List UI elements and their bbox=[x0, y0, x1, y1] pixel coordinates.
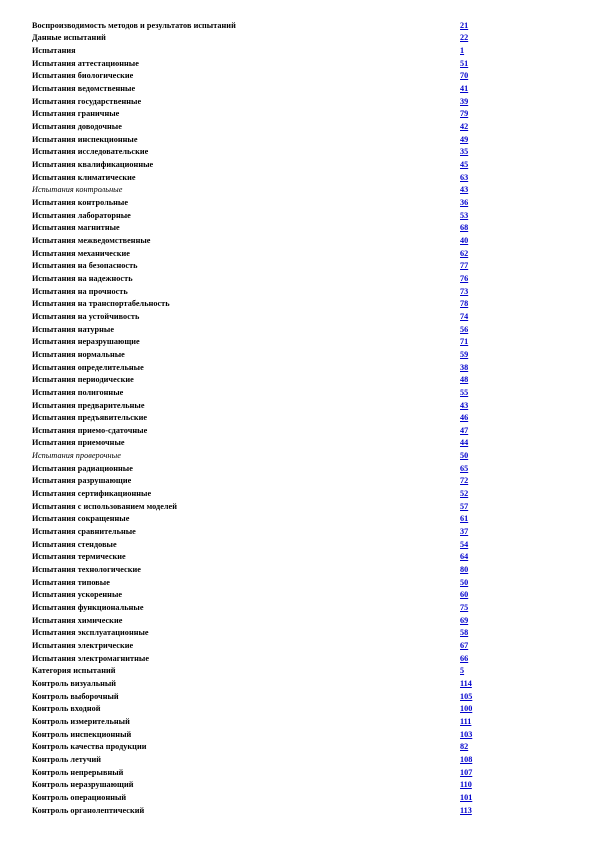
index-entry bbox=[32, 348, 482, 361]
page-number-link[interactable]: 111 bbox=[460, 716, 472, 726]
index-entry bbox=[32, 487, 482, 500]
index-term: Контроль непрерывный bbox=[32, 767, 124, 777]
page-number-link[interactable]: 108 bbox=[460, 754, 473, 764]
index-entry bbox=[32, 310, 482, 323]
index-term: Контроль инспекционный bbox=[32, 729, 132, 739]
page-number-link[interactable]: 50 bbox=[460, 451, 469, 461]
index-entry bbox=[32, 690, 482, 703]
page-number-link[interactable]: 39 bbox=[460, 96, 469, 106]
index-entry bbox=[32, 525, 482, 538]
index-entry bbox=[32, 475, 482, 488]
index-term: Испытания инспекционные bbox=[32, 134, 138, 144]
index-entry bbox=[32, 424, 482, 437]
index-term: Испытания эксплуатационные bbox=[32, 628, 149, 638]
index-entry bbox=[32, 335, 482, 348]
page-number-link[interactable]: 42 bbox=[460, 122, 469, 132]
index-term: Испытания предварительные bbox=[32, 400, 145, 410]
index-term: Испытания технологические bbox=[32, 565, 141, 575]
index-entry bbox=[32, 576, 482, 589]
index-entry bbox=[32, 57, 482, 70]
page-number-link[interactable]: 54 bbox=[460, 539, 469, 549]
index-entry bbox=[32, 323, 482, 336]
index-term: Испытания биологические bbox=[32, 71, 134, 81]
index-entry bbox=[32, 234, 482, 247]
index-term: Испытания типовые bbox=[32, 577, 110, 587]
page-number-link[interactable]: 67 bbox=[460, 640, 469, 650]
index-term: Контроль измерительный bbox=[32, 716, 130, 726]
index-term: Испытания с использованием моделей bbox=[32, 501, 177, 511]
index-entry bbox=[32, 589, 482, 602]
index-entry bbox=[32, 437, 482, 450]
page-number-link[interactable]: 52 bbox=[460, 489, 469, 499]
index-term: Испытания доводочные bbox=[32, 122, 122, 132]
index-term: Контроль качества продукции bbox=[32, 742, 147, 752]
index-entry bbox=[32, 297, 482, 310]
page-number-link[interactable]: 40 bbox=[460, 235, 469, 245]
index-entry bbox=[32, 399, 482, 412]
index-entry bbox=[32, 702, 482, 715]
index-term: Испытания периодические bbox=[32, 375, 134, 385]
index-entry bbox=[32, 601, 482, 614]
index-entry bbox=[32, 766, 482, 779]
page-number-link[interactable]: 43 bbox=[460, 400, 469, 410]
page-number-link[interactable]: 49 bbox=[460, 134, 469, 144]
index-term: Данные испытаний bbox=[32, 33, 106, 43]
page-number-link[interactable]: 61 bbox=[460, 514, 469, 524]
index-entry bbox=[32, 652, 482, 665]
page-number-link[interactable]: 114 bbox=[460, 678, 472, 688]
index-entry bbox=[32, 272, 482, 285]
index-entry bbox=[32, 804, 482, 817]
index-entry bbox=[32, 449, 482, 462]
index-entry bbox=[32, 500, 482, 513]
index-term: Контроль операционный bbox=[32, 792, 127, 802]
index-entry bbox=[32, 715, 482, 728]
page-number-link[interactable]: 22 bbox=[460, 33, 469, 43]
index-term: Воспроизводимость методов и результатов испытаний bbox=[32, 20, 236, 30]
index-entry bbox=[32, 614, 482, 627]
index-entry bbox=[32, 19, 482, 32]
index-entry bbox=[32, 373, 482, 386]
page-number-link[interactable]: 62 bbox=[460, 248, 469, 258]
index-entry bbox=[32, 95, 482, 108]
index-term: Испытания полигонные bbox=[32, 387, 124, 397]
index-entry bbox=[32, 386, 482, 399]
index-entry bbox=[32, 120, 482, 133]
index-entry bbox=[32, 108, 482, 121]
page-number-link[interactable]: 66 bbox=[460, 653, 469, 663]
page-number-link[interactable]: 74 bbox=[460, 311, 469, 321]
page-number-link[interactable]: 79 bbox=[460, 109, 469, 119]
page-number-link[interactable]: 55 bbox=[460, 387, 469, 397]
index-entry bbox=[32, 82, 482, 95]
index-term: Испытания натурные bbox=[32, 324, 115, 334]
index-term: Испытания магнитные bbox=[32, 223, 120, 233]
page-number-link[interactable]: 107 bbox=[460, 767, 473, 777]
index-term: Испытания определительные bbox=[32, 362, 144, 372]
index-entry bbox=[32, 740, 482, 753]
index-term: Испытания контрольные bbox=[32, 185, 123, 195]
index-term: Испытания неразрушающие bbox=[32, 337, 140, 347]
index-entry bbox=[32, 133, 482, 146]
index-term: Испытания термические bbox=[32, 552, 126, 562]
page-number-link[interactable]: 73 bbox=[460, 286, 469, 296]
page-number-link[interactable]: 75 bbox=[460, 603, 469, 613]
index-entry bbox=[32, 32, 482, 45]
index-entry bbox=[32, 664, 482, 677]
index-entry bbox=[32, 361, 482, 374]
index-entry bbox=[32, 184, 482, 197]
index-entry bbox=[32, 627, 482, 640]
page-number-link[interactable]: 110 bbox=[460, 780, 472, 790]
page-number-link[interactable]: 47 bbox=[460, 425, 469, 435]
index-entry bbox=[32, 44, 482, 57]
page-number-link[interactable]: 46 bbox=[460, 413, 469, 423]
page-number-link[interactable]: 43 bbox=[460, 185, 469, 195]
index-term: Контроль неразрушающий bbox=[32, 780, 134, 790]
index-term: Испытания химические bbox=[32, 615, 123, 625]
page-number-link[interactable]: 37 bbox=[460, 527, 469, 537]
page-number-link[interactable]: 72 bbox=[460, 476, 469, 486]
index-entry bbox=[32, 70, 482, 83]
index-term: Испытания радиационные bbox=[32, 463, 133, 473]
page-number-link[interactable]: 50 bbox=[460, 577, 469, 587]
index-term: Испытания механические bbox=[32, 248, 130, 258]
index-entry bbox=[32, 753, 482, 766]
index-term: Испытания лабораторные bbox=[32, 210, 131, 220]
index-term: Контроль входной bbox=[32, 704, 101, 714]
index-term: Испытания функциональные bbox=[32, 603, 144, 613]
index-entry bbox=[32, 551, 482, 564]
page-number-link[interactable]: 57 bbox=[460, 501, 469, 511]
index-entry bbox=[32, 728, 482, 741]
index-entry bbox=[32, 563, 482, 576]
page-number-link[interactable]: 63 bbox=[460, 172, 469, 182]
index-entry bbox=[32, 209, 482, 222]
page-number-link[interactable]: 70 bbox=[460, 71, 469, 81]
index-entry bbox=[32, 196, 482, 209]
page-number-link[interactable]: 45 bbox=[460, 160, 469, 170]
page-number-link[interactable]: 68 bbox=[460, 223, 469, 233]
index-term: Испытания на надежность bbox=[32, 273, 133, 283]
index-term: Контроль визуальный bbox=[32, 678, 117, 688]
page-number-link[interactable]: 82 bbox=[460, 742, 469, 752]
page-number-link[interactable]: 21 bbox=[460, 20, 469, 30]
index-term: Испытания на устойчивость bbox=[32, 311, 140, 321]
index-entry bbox=[32, 639, 482, 652]
index-term: Испытания квалификационные bbox=[32, 160, 154, 170]
page-number-link[interactable]: 51 bbox=[460, 58, 469, 68]
index-entry bbox=[32, 259, 482, 272]
page-number-link[interactable]: 101 bbox=[460, 792, 473, 802]
page-number-link[interactable]: 59 bbox=[460, 349, 469, 359]
index-term: Испытания электрические bbox=[32, 640, 134, 650]
index-entry bbox=[32, 791, 482, 804]
page-number-link[interactable]: 71 bbox=[460, 337, 469, 347]
page-number-link[interactable]: 113 bbox=[460, 805, 472, 815]
index-entry bbox=[32, 677, 482, 690]
index-entry bbox=[32, 171, 482, 184]
page-number-link[interactable]: 60 bbox=[460, 590, 469, 600]
index-term: Испытания приемо-сдаточные bbox=[32, 425, 148, 435]
index-term: Испытания предъявительские bbox=[32, 413, 148, 423]
index-term: Испытания граничные bbox=[32, 109, 120, 119]
page-number-link[interactable]: 58 bbox=[460, 628, 469, 638]
page-number-link[interactable]: 53 bbox=[460, 210, 469, 220]
index-term: Испытания bbox=[32, 46, 76, 56]
page-number-link[interactable]: 100 bbox=[460, 704, 473, 714]
index-term: Испытания нормальные bbox=[32, 349, 125, 359]
index-entry bbox=[32, 146, 482, 159]
page-number-link[interactable]: 69 bbox=[460, 615, 469, 625]
index-term: Категория испытаний bbox=[32, 666, 116, 676]
page-number-link[interactable]: 36 bbox=[460, 198, 469, 208]
index-term: Испытания электромагнитные bbox=[32, 653, 150, 663]
index-entry bbox=[32, 513, 482, 526]
index-term: Испытания разрушающие bbox=[32, 476, 132, 486]
index-term: Испытания на прочность bbox=[32, 286, 128, 296]
index-term: Испытания сравнительные bbox=[32, 527, 136, 537]
index-term: Испытания сертификационные bbox=[32, 489, 152, 499]
index-term: Испытания ведомственные bbox=[32, 84, 136, 94]
index-entry bbox=[32, 222, 482, 235]
page-number-link[interactable]: 38 bbox=[460, 362, 469, 372]
index-term: Испытания на транспортабельность bbox=[32, 299, 170, 309]
index-entry bbox=[32, 462, 482, 475]
index-term: Испытания исследовательские bbox=[32, 147, 149, 157]
page-number-link[interactable]: 1 bbox=[460, 46, 465, 56]
index-term: Испытания климатические bbox=[32, 172, 136, 182]
index-entry bbox=[32, 538, 482, 551]
page-number-link[interactable]: 56 bbox=[460, 324, 469, 334]
index-term: Испытания стендовые bbox=[32, 539, 117, 549]
index-entry bbox=[32, 285, 482, 298]
page-number-link[interactable]: 64 bbox=[460, 552, 469, 562]
page-number-link[interactable]: 103 bbox=[460, 729, 473, 739]
index-term: Испытания сокращенные bbox=[32, 514, 130, 524]
page-number-link[interactable]: 44 bbox=[460, 438, 469, 448]
page-number-link[interactable]: 77 bbox=[460, 261, 469, 271]
index-term: Испытания проверочные bbox=[32, 451, 121, 461]
index-entry bbox=[32, 411, 482, 424]
page-number-link[interactable]: 105 bbox=[460, 691, 473, 701]
page-number-link[interactable]: 41 bbox=[460, 84, 469, 94]
index-term: Испытания государственные bbox=[32, 96, 142, 106]
page-number-link[interactable]: 65 bbox=[460, 463, 469, 473]
index-term: Испытания аттестационные bbox=[32, 58, 139, 68]
index-term: Испытания межведомственные bbox=[32, 235, 151, 245]
page-number-link[interactable]: 35 bbox=[460, 147, 469, 157]
index-entry bbox=[32, 158, 482, 171]
alphabetical-index bbox=[32, 19, 482, 816]
page-number-link[interactable]: 80 bbox=[460, 565, 469, 575]
index-entry bbox=[32, 247, 482, 260]
index-term: Контроль органолептический bbox=[32, 805, 145, 815]
index-term: Контроль выборочный bbox=[32, 691, 119, 701]
index-term: Испытания ускоренные bbox=[32, 590, 123, 600]
index-term: Испытания на безопасность bbox=[32, 261, 138, 271]
page-number-link[interactable]: 76 bbox=[460, 273, 469, 283]
index-term: Контроль летучий bbox=[32, 754, 102, 764]
page-number-link[interactable]: 48 bbox=[460, 375, 469, 385]
page-number-link[interactable]: 5 bbox=[460, 666, 465, 676]
index-term: Испытания приемочные bbox=[32, 438, 125, 448]
index-term: Испытания контрольные bbox=[32, 198, 129, 208]
index-entry bbox=[32, 778, 482, 791]
page-number-link[interactable]: 78 bbox=[460, 299, 469, 309]
